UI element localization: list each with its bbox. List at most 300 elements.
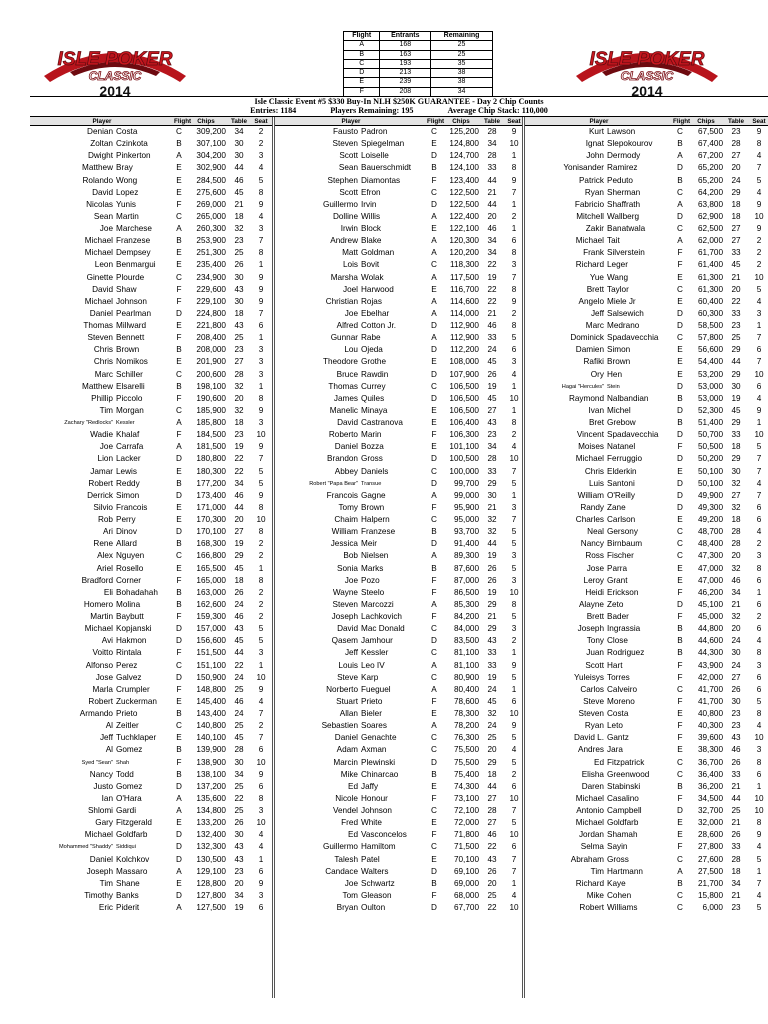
flight: E bbox=[431, 284, 437, 294]
seat-header: Seat bbox=[507, 118, 521, 125]
table-number: 19 bbox=[234, 539, 244, 549]
first-name: Heidi bbox=[585, 587, 604, 597]
first-name: Joe bbox=[344, 878, 358, 888]
chips: 32,000 bbox=[697, 818, 723, 828]
chips: 122,500 bbox=[449, 199, 479, 209]
chips: 114,000 bbox=[450, 308, 479, 318]
chips: 95,000 bbox=[453, 515, 479, 525]
flight: D bbox=[431, 151, 437, 161]
last-name: Cotton Jr. bbox=[361, 321, 397, 331]
seat-number: 10 bbox=[256, 430, 266, 440]
seat-number: 3 bbox=[511, 502, 517, 512]
seat-number: 7 bbox=[258, 308, 264, 318]
last-name: Plourde bbox=[116, 272, 145, 282]
player-row bbox=[525, 538, 768, 550]
seat-number: 1 bbox=[511, 199, 517, 209]
chips: 84,000 bbox=[453, 624, 479, 634]
last-name: Crumpler bbox=[116, 684, 150, 694]
flight: F bbox=[176, 430, 182, 440]
last-name: Prieto bbox=[361, 696, 383, 706]
flight: C bbox=[677, 684, 683, 694]
flight: E bbox=[176, 818, 182, 828]
seat-number: 7 bbox=[258, 454, 264, 464]
player-row bbox=[525, 429, 768, 441]
flight-col-header: Flight bbox=[673, 118, 691, 125]
last-name: Vasconcelos bbox=[361, 830, 407, 840]
first-name: Matt bbox=[342, 248, 358, 258]
table-number: 18 bbox=[731, 211, 741, 221]
first-name: Jeff bbox=[590, 308, 604, 318]
flight: B bbox=[677, 624, 683, 634]
flight: C bbox=[677, 127, 683, 137]
player-row bbox=[30, 708, 272, 720]
table-number: 25 bbox=[487, 733, 497, 743]
first-name: Alfonso bbox=[85, 660, 113, 670]
chips: 112,900 bbox=[450, 321, 479, 331]
player-row bbox=[275, 175, 522, 187]
table-number: 18 bbox=[234, 308, 244, 318]
first-name: Ginette bbox=[86, 272, 113, 282]
last-name: Mac Donald bbox=[361, 624, 405, 634]
first-name: Tim bbox=[99, 405, 113, 415]
flight: F bbox=[176, 284, 182, 294]
last-name: Leger bbox=[607, 260, 628, 270]
chips: 170,100 bbox=[196, 527, 226, 537]
seat-number: 7 bbox=[511, 866, 517, 876]
logo-graphic bbox=[40, 36, 190, 100]
last-name: Rintala bbox=[116, 648, 142, 658]
seat-number: 2 bbox=[511, 636, 517, 646]
chips: 229,600 bbox=[196, 284, 226, 294]
seat-number: 5 bbox=[258, 175, 264, 185]
seat-number: 6 bbox=[258, 321, 264, 331]
chips: 168,300 bbox=[196, 539, 226, 549]
first-name: Ory bbox=[590, 369, 604, 379]
chips: 118,300 bbox=[450, 260, 479, 270]
chips: 61,700 bbox=[697, 248, 723, 258]
chips: 52,300 bbox=[697, 405, 723, 415]
table-number: 26 bbox=[487, 866, 497, 876]
table-number: 46 bbox=[234, 490, 244, 500]
seat-number: 3 bbox=[756, 745, 762, 755]
player-row bbox=[525, 296, 768, 308]
player-row bbox=[30, 441, 272, 453]
seat-number: 1 bbox=[756, 781, 762, 791]
seat-number: 8 bbox=[756, 563, 762, 573]
first-name: Zakir bbox=[585, 224, 604, 234]
last-name: Simon bbox=[607, 345, 631, 355]
first-name: Louis bbox=[338, 660, 358, 670]
table-number: 25 bbox=[234, 781, 244, 791]
chips: 122,500 bbox=[449, 187, 479, 197]
first-name: Luis bbox=[588, 478, 604, 488]
chips: 72,000 bbox=[453, 818, 479, 828]
first-name: Juan bbox=[586, 648, 604, 658]
chips: 44,300 bbox=[697, 648, 723, 658]
flight: E bbox=[677, 830, 683, 840]
seat-number: 8 bbox=[511, 321, 517, 331]
first-name: Richard bbox=[575, 878, 604, 888]
table-number: 34 bbox=[234, 127, 244, 137]
player-row bbox=[275, 587, 522, 599]
seat-number: 9 bbox=[258, 199, 264, 209]
seat-number: 8 bbox=[258, 575, 264, 585]
player-row bbox=[275, 187, 522, 199]
first-name: Robert bbox=[88, 696, 113, 706]
flight: C bbox=[176, 551, 182, 561]
last-name: Brown bbox=[361, 502, 385, 512]
seat-number: 5 bbox=[511, 733, 517, 743]
table-number: 28 bbox=[731, 854, 741, 864]
seat-number: 10 bbox=[256, 818, 266, 828]
player-row bbox=[525, 502, 768, 514]
last-name: Halpern bbox=[361, 515, 390, 525]
remaining-cell: 35 bbox=[431, 59, 493, 68]
flight: F bbox=[677, 612, 683, 622]
player-row bbox=[275, 805, 522, 817]
last-name: O'Reilly bbox=[607, 490, 635, 500]
table-number: 33 bbox=[731, 430, 741, 440]
flight-summary-header-row bbox=[344, 32, 493, 41]
player-row bbox=[275, 405, 522, 417]
table-number: 32 bbox=[731, 502, 741, 512]
flight: E bbox=[677, 563, 683, 573]
first-name: Bret bbox=[588, 418, 604, 428]
player-row bbox=[525, 272, 768, 284]
chips: 27,600 bbox=[697, 854, 723, 864]
player-row bbox=[275, 708, 522, 720]
first-name: David L. bbox=[573, 733, 604, 743]
last-name: Campbell bbox=[607, 806, 642, 816]
first-name: Ryan bbox=[584, 187, 604, 197]
first-name: William bbox=[331, 527, 358, 537]
chips: 235,400 bbox=[196, 260, 226, 270]
flight: E bbox=[677, 515, 683, 525]
flight: E bbox=[176, 696, 182, 706]
seat-number: 4 bbox=[756, 296, 762, 306]
player-row bbox=[275, 223, 522, 235]
last-name: Soares bbox=[361, 721, 387, 731]
first-name: Bryan bbox=[336, 903, 358, 913]
first-name: Rolando bbox=[82, 175, 113, 185]
player-row bbox=[275, 150, 522, 162]
player-row bbox=[275, 247, 522, 259]
seat-number: 3 bbox=[511, 551, 517, 561]
seat-number: 6 bbox=[511, 696, 517, 706]
flight: F bbox=[677, 721, 683, 731]
chips: 180,300 bbox=[196, 466, 226, 476]
seat-number: 6 bbox=[258, 903, 264, 913]
last-name: Carrafa bbox=[116, 442, 144, 452]
table-number: 33 bbox=[487, 466, 497, 476]
player-row bbox=[525, 902, 768, 914]
seat-number: 4 bbox=[756, 393, 762, 403]
seat-number: 2 bbox=[258, 551, 264, 561]
chips: 67,500 bbox=[697, 127, 723, 137]
seat-number: 3 bbox=[511, 575, 517, 585]
flight: C bbox=[176, 369, 182, 379]
last-name: Kolchkov bbox=[116, 854, 150, 864]
seat-number: 3 bbox=[258, 369, 264, 379]
player-row bbox=[30, 526, 272, 538]
first-name: Guillermo bbox=[322, 842, 358, 852]
first-name: Frank bbox=[583, 248, 604, 258]
chips: 124,100 bbox=[449, 163, 479, 173]
flight: D bbox=[431, 757, 437, 767]
chips: 56,600 bbox=[697, 345, 723, 355]
chips-header: Chips bbox=[197, 118, 215, 125]
seat-number: 3 bbox=[258, 357, 264, 367]
remaining-cell: 38 bbox=[431, 78, 493, 87]
chips: 145,400 bbox=[196, 696, 226, 706]
player-row bbox=[525, 369, 768, 381]
table-number: 26 bbox=[234, 818, 244, 828]
player-header: Player bbox=[341, 118, 361, 125]
last-name: Bohadahah bbox=[116, 587, 158, 597]
seat-number: 10 bbox=[509, 587, 519, 597]
table-number: 22 bbox=[487, 903, 497, 913]
seat-number: 3 bbox=[258, 224, 264, 234]
chips: 46,200 bbox=[697, 587, 723, 597]
player-row bbox=[275, 902, 522, 914]
table-number: 26 bbox=[731, 830, 741, 840]
table-number: 44 bbox=[487, 175, 497, 185]
first-name: Voitto bbox=[92, 648, 113, 658]
seat-number: 5 bbox=[511, 539, 517, 549]
last-name: Blake bbox=[361, 236, 382, 246]
table-number: 34 bbox=[234, 478, 244, 488]
first-name: Scott bbox=[339, 187, 358, 197]
table-number: 30 bbox=[731, 466, 741, 476]
flight: B bbox=[176, 236, 182, 246]
first-name: Alfred bbox=[336, 321, 358, 331]
seat-number: 6 bbox=[756, 769, 762, 779]
table-number: 44 bbox=[487, 781, 497, 791]
last-name: Spiegelman bbox=[361, 139, 405, 149]
player-row bbox=[525, 526, 768, 538]
chips: 139,900 bbox=[196, 745, 226, 755]
chips: 138,900 bbox=[196, 757, 226, 767]
first-name: Robert bbox=[88, 478, 113, 488]
seat-number: 6 bbox=[511, 781, 517, 791]
table-number: 22 bbox=[487, 842, 497, 852]
last-name: Medrano bbox=[607, 321, 640, 331]
chips: 137,200 bbox=[196, 781, 226, 791]
first-name: Patrick bbox=[578, 175, 604, 185]
first-name: Yonisander bbox=[563, 163, 604, 173]
flight: F bbox=[176, 757, 182, 767]
table-number: 45 bbox=[731, 405, 741, 415]
player-row bbox=[275, 744, 522, 756]
table-number: 18 bbox=[234, 575, 244, 585]
last-name: Simon bbox=[116, 490, 140, 500]
flight: E bbox=[431, 854, 437, 864]
table-number: 19 bbox=[487, 272, 497, 282]
player-row bbox=[525, 381, 768, 393]
table-number: 29 bbox=[487, 478, 497, 488]
chips: 107,900 bbox=[449, 369, 479, 379]
player-row bbox=[30, 660, 272, 672]
table-number: 45 bbox=[487, 357, 497, 367]
player-row bbox=[30, 138, 272, 150]
first-name: Thomas bbox=[328, 381, 358, 391]
flight-summary-body bbox=[344, 41, 493, 97]
player-row bbox=[30, 223, 272, 235]
last-name: Rabe bbox=[361, 333, 381, 343]
table-number: 26 bbox=[487, 563, 497, 573]
flight: B bbox=[431, 163, 437, 173]
flight: E bbox=[677, 575, 683, 585]
flight: F bbox=[176, 612, 182, 622]
chips: 44,600 bbox=[697, 636, 723, 646]
last-name: Gardi bbox=[116, 806, 137, 816]
table-number: 45 bbox=[234, 563, 244, 573]
table-number: 27 bbox=[731, 236, 741, 246]
chips: 65,200 bbox=[697, 175, 723, 185]
players-remaining: Players Remaining: 195 bbox=[330, 106, 414, 115]
last-name: Goldman bbox=[361, 248, 395, 258]
chips: 40,800 bbox=[697, 709, 723, 719]
table-number: 27 bbox=[731, 151, 741, 161]
first-name: Kurt bbox=[588, 127, 604, 137]
seat-number: 6 bbox=[756, 672, 762, 682]
chips: 6,000 bbox=[702, 903, 723, 913]
seat-number: 6 bbox=[756, 515, 762, 525]
seat-number: 8 bbox=[756, 818, 762, 828]
flight: D bbox=[677, 478, 683, 488]
player-row bbox=[525, 514, 768, 526]
chips: 48,400 bbox=[697, 539, 723, 549]
table-number: 19 bbox=[234, 442, 244, 452]
table-number: 43 bbox=[234, 624, 244, 634]
seat-number: 10 bbox=[754, 272, 764, 282]
seat-number: 7 bbox=[756, 490, 762, 500]
first-name: Joseph bbox=[577, 624, 604, 634]
table-number: 46 bbox=[234, 175, 244, 185]
seat-number: 5 bbox=[756, 284, 762, 294]
first-name: Jeff bbox=[99, 733, 113, 743]
flight: B bbox=[176, 478, 182, 488]
remaining-cell: 25 bbox=[431, 41, 493, 50]
chips: 49,300 bbox=[697, 502, 723, 512]
flight: C bbox=[176, 211, 182, 221]
last-name: Quiles bbox=[361, 393, 385, 403]
player-row bbox=[525, 393, 768, 405]
last-name: Bray bbox=[116, 163, 133, 173]
chips: 95,900 bbox=[453, 502, 479, 512]
first-name: Bob bbox=[343, 551, 358, 561]
chips: 67,200 bbox=[697, 151, 723, 161]
flight: E bbox=[677, 466, 683, 476]
table-number: 25 bbox=[731, 806, 741, 816]
chips: 75,400 bbox=[453, 769, 479, 779]
player-row bbox=[30, 296, 272, 308]
chips: 116,700 bbox=[450, 284, 479, 294]
last-name: Costa bbox=[607, 709, 629, 719]
flight: C bbox=[677, 854, 683, 864]
player-row bbox=[525, 308, 768, 320]
last-name: Wang bbox=[607, 272, 629, 282]
seat-number: 4 bbox=[756, 527, 762, 537]
flight: B bbox=[677, 393, 683, 403]
table-number: 43 bbox=[487, 636, 497, 646]
chips: 45,000 bbox=[697, 612, 723, 622]
table-number: 44 bbox=[487, 199, 497, 209]
flight: D bbox=[431, 321, 437, 331]
flight: B bbox=[677, 648, 683, 658]
first-name: Ignat bbox=[585, 139, 604, 149]
chips: 63,800 bbox=[697, 199, 723, 209]
table-number: 28 bbox=[487, 806, 497, 816]
seat-number: 6 bbox=[756, 502, 762, 512]
first-name: Michael bbox=[84, 624, 113, 634]
table-number: 26 bbox=[731, 757, 741, 767]
chips: 133,200 bbox=[196, 818, 226, 828]
chips: 253,900 bbox=[196, 236, 226, 246]
table-number: 19 bbox=[487, 587, 497, 597]
seat-number: 4 bbox=[511, 369, 517, 379]
first-name: Ariel bbox=[96, 563, 113, 573]
player-row bbox=[30, 720, 272, 732]
table-number: 26 bbox=[487, 369, 497, 379]
chips: 309,200 bbox=[196, 127, 226, 137]
flight: F bbox=[431, 587, 437, 597]
last-name: Parra bbox=[607, 563, 628, 573]
table-number: 20 bbox=[487, 878, 497, 888]
table-number: 43 bbox=[234, 854, 244, 864]
seat-number: 7 bbox=[756, 454, 762, 464]
table-number: 24 bbox=[234, 672, 244, 682]
chips: 166,800 bbox=[196, 551, 226, 561]
seat-number: 2 bbox=[511, 430, 517, 440]
first-name: Syed "Sean" bbox=[81, 759, 113, 766]
first-name: Al bbox=[105, 721, 113, 731]
table-number: 34 bbox=[487, 248, 497, 258]
player-row bbox=[275, 211, 522, 223]
player-row bbox=[525, 854, 768, 866]
player-row bbox=[525, 162, 768, 174]
seat-number: 10 bbox=[509, 903, 519, 913]
chips: 177,200 bbox=[196, 478, 226, 488]
table-number: 25 bbox=[731, 333, 741, 343]
flight: C bbox=[431, 624, 437, 634]
player-row bbox=[30, 563, 272, 575]
last-name: Zuckerman bbox=[116, 696, 157, 706]
flight: C bbox=[677, 527, 683, 537]
isle-poker-classic-logo-left bbox=[40, 36, 190, 100]
first-name: Alex bbox=[97, 551, 113, 561]
first-name: Zachary "Redlocks" bbox=[64, 420, 113, 427]
player-row bbox=[275, 672, 522, 684]
first-name: Michael bbox=[84, 830, 113, 840]
flight: D bbox=[176, 854, 182, 864]
first-name: Jessica bbox=[330, 539, 358, 549]
column-header bbox=[275, 117, 522, 126]
table-number: 20 bbox=[487, 211, 497, 221]
table-number: 33 bbox=[487, 333, 497, 343]
player-row bbox=[30, 841, 272, 853]
player-row bbox=[525, 841, 768, 853]
flight: D bbox=[677, 321, 683, 331]
player-row bbox=[30, 259, 272, 271]
flight: F bbox=[677, 660, 683, 670]
flight: F bbox=[677, 672, 683, 682]
table-number: 28 bbox=[731, 527, 741, 537]
player-row bbox=[30, 854, 272, 866]
flight: E bbox=[176, 260, 182, 270]
table-number: 19 bbox=[487, 672, 497, 682]
first-name: Bradford bbox=[81, 575, 113, 585]
